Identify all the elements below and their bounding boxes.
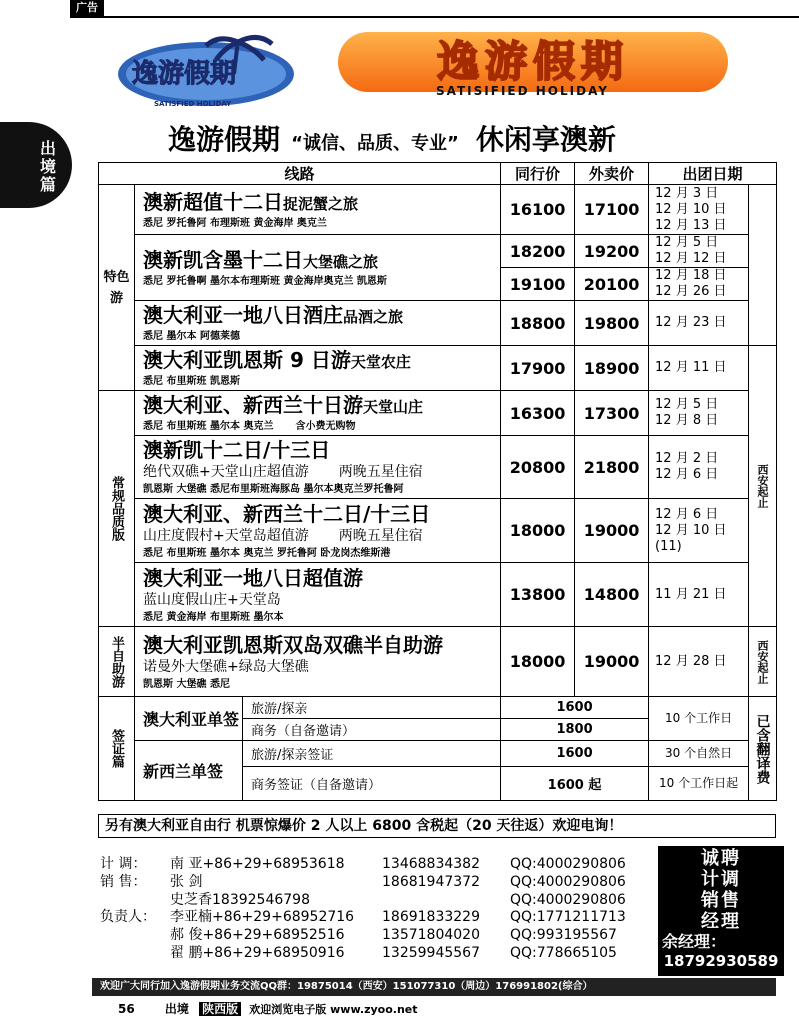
- retail-price: 19800: [575, 301, 649, 346]
- route-cell: [135, 301, 501, 346]
- route-name: 澳大利亚、新西兰十日游: [143, 393, 363, 417]
- contact-mobile: 18681947372: [382, 873, 480, 890]
- trade-price: 16100: [501, 185, 575, 235]
- date: 12 月 12 日: [655, 251, 727, 266]
- trade-price: 18200: [501, 235, 575, 268]
- date: (11): [655, 538, 682, 554]
- trade-price: 13800: [501, 563, 575, 627]
- contact-role: 负责人：: [100, 909, 156, 926]
- table-row: [99, 741, 777, 767]
- trade-price: 16300: [501, 391, 575, 436]
- date: 11 月 21 日: [655, 586, 727, 602]
- route-name: 澳大利亚、新西兰十二日/十三日: [143, 501, 431, 526]
- visa-processing-time: 30 个自然日: [649, 741, 749, 767]
- contact-person: 郝 俊+86+29+68952516: [170, 927, 345, 944]
- route-cell: [135, 499, 501, 563]
- route-name: 澳新凯含墨十二日: [143, 247, 303, 272]
- route-highlight: 诺曼外大堡礁+绿岛大堡礁: [143, 658, 309, 675]
- departure-dates: [649, 235, 749, 268]
- contact-person: 史芝香18392546798: [170, 891, 310, 908]
- footer-section: 出境: [164, 1002, 189, 1016]
- section-tab-char: 出: [40, 139, 57, 158]
- section-tab-char: 境: [40, 157, 57, 176]
- route-cities: 悉尼 罗托鲁啊 墨尔本布理斯班 黄金海岸奥克兰 凯恩斯: [143, 275, 387, 287]
- trade-price: 19100: [501, 268, 575, 301]
- contact-row: [100, 856, 660, 874]
- departure-dates: [649, 346, 749, 391]
- side-note-blank: [749, 185, 777, 346]
- hiring-line: 计调: [701, 869, 741, 890]
- table-row: [99, 301, 777, 346]
- section-tab-char: 篇: [40, 175, 57, 194]
- route-theme: 大堡礁之旅: [303, 252, 379, 271]
- trade-price: 18800: [501, 301, 575, 346]
- route-cell: [135, 391, 501, 436]
- trade-price: 18000: [501, 499, 575, 563]
- retail-price: 14800: [575, 563, 649, 627]
- departure-dates: [649, 301, 749, 346]
- contact-list: [100, 856, 660, 963]
- route-cities: 悉尼 布里斯班 墨尔本 奥克兰 罗托鲁阿 卧龙岗杰维斯港: [143, 547, 391, 559]
- visa-price: 1600: [501, 697, 649, 719]
- header-retail-price: 外卖价: [575, 163, 649, 185]
- category-visa: 签证篇: [99, 697, 135, 801]
- table-row: [99, 563, 777, 627]
- route-name: 澳新超值十二日: [143, 189, 283, 214]
- palm-island-logo: [114, 30, 312, 110]
- route-cities: 悉尼 墨尔本 阿德莱德: [143, 331, 240, 342]
- date: 12 月 23 日: [655, 315, 727, 330]
- retail-price: 19200: [575, 235, 649, 268]
- headline-main: 逸游假期: [168, 123, 281, 156]
- contact-mobile: 13571804020: [382, 927, 480, 944]
- date: 12 月 6 日: [655, 506, 719, 522]
- table-row: [99, 185, 777, 235]
- table-row: [99, 235, 777, 268]
- visa-processing-time: 10 个工作日起: [649, 767, 749, 801]
- retail-price: 19000: [575, 627, 649, 697]
- visa-country: 新西兰单签: [135, 741, 243, 801]
- contact-row: [100, 892, 660, 910]
- table-row: [99, 499, 777, 563]
- visa-price: 1600: [501, 741, 649, 767]
- logo-badge-caption: SATISFIED HOLIDAY: [154, 100, 232, 108]
- route-highlight: 蓝山度假山庄+天堂岛: [143, 591, 281, 608]
- table-row: [99, 627, 777, 697]
- visa-processing-time: 10 个工作日: [649, 697, 749, 741]
- hiring-line: 经理: [701, 911, 741, 932]
- contact-row: [100, 945, 660, 963]
- contact-person: 李亚楠+86+29+68952716: [170, 909, 355, 926]
- route-cell: [135, 436, 501, 499]
- date: 12 月 6 日: [655, 467, 719, 482]
- headline-tail: 休闲享澳新: [475, 123, 616, 156]
- page-number: 56: [118, 1002, 135, 1016]
- side-note-xian: 西安起止: [749, 346, 777, 627]
- date: 12 月 18 日: [655, 268, 727, 283]
- visa-type: 旅游/探亲签证: [243, 741, 501, 767]
- departure-dates: [649, 499, 749, 563]
- category-special: 特色游: [99, 185, 135, 391]
- visa-price: 1600 起: [501, 767, 649, 801]
- route-highlight: 绝代双礁+天堂山庄超值游: [143, 464, 309, 480]
- routes-table: [98, 162, 777, 801]
- hiring-box: [658, 846, 784, 976]
- category-regular: 常规品质版: [99, 391, 135, 627]
- date: 12 月 28 日: [655, 653, 727, 669]
- category-semi: 半自助游: [99, 627, 135, 697]
- brand-wordmark: 逸游假期: [338, 32, 728, 92]
- route-name: 澳大利亚一地八日酒庄: [143, 303, 343, 327]
- retail-price: 19000: [575, 499, 649, 563]
- retail-price: 17300: [575, 391, 649, 436]
- date: 12 月 3 日: [655, 185, 719, 201]
- header-trade-price: 同行价: [501, 163, 575, 185]
- headline: [168, 118, 728, 158]
- visa-type: 旅游/探亲: [243, 697, 501, 719]
- date: 12 月 26 日: [655, 284, 727, 299]
- contact-qq: QQ:4000290806: [510, 856, 626, 872]
- route-cities: 凯恩斯 大堡礁 悉尼: [143, 678, 230, 690]
- top-rule: [70, 16, 799, 18]
- contact-mobile: 18691833229: [382, 909, 480, 926]
- logo-badge-text: 逸游假期: [132, 59, 237, 89]
- departure-dates: [649, 563, 749, 627]
- contact-qq: QQ:4000290806: [510, 891, 626, 908]
- brand-logo-area: [106, 26, 796, 110]
- route-cell: [135, 185, 501, 235]
- date: 12 月 13 日: [655, 217, 727, 233]
- date: 12 月 8 日: [655, 413, 719, 428]
- retail-price: 20100: [575, 268, 649, 301]
- visa-type: 商务签证（自备邀请）: [243, 767, 501, 801]
- visa-price: 1800: [501, 719, 649, 741]
- route-name: 澳大利亚凯恩斯双岛双礁: [143, 632, 363, 657]
- date: 12 月 11 日: [655, 360, 727, 375]
- contact-row: [100, 927, 660, 945]
- hiring-manager: 余经理：: [662, 932, 727, 951]
- departure-dates: [649, 627, 749, 697]
- headline-slogan: “诚信、品质、专业”: [291, 133, 459, 154]
- footer-edition: 陕西版: [199, 1002, 241, 1016]
- brand-subtitle: SATISIFIED HOLIDAY: [436, 84, 609, 98]
- retail-price: 17100: [575, 185, 649, 235]
- contact-row: [100, 909, 660, 927]
- contact-qq: QQ:993195567: [510, 927, 617, 944]
- date: 12 月 10 日: [655, 522, 727, 538]
- date: 12 月 5 日: [655, 235, 719, 250]
- hiring-phone: 18792930589: [663, 952, 779, 970]
- date: 12 月 10 日: [655, 201, 727, 217]
- retail-price: 18900: [575, 346, 649, 391]
- table-row: [99, 436, 777, 499]
- qq-group-bar: 欢迎广大同行加入逸游假期业务交流QQ群：19875014（西安）151077310（周边）176991802(综合）: [92, 978, 776, 996]
- footer-website: 欢迎浏览电子版 www.zyoo.net: [249, 1003, 418, 1016]
- contact-qq: QQ:1771211713: [510, 909, 626, 926]
- departure-dates: [649, 268, 749, 301]
- route-hotel: 两晚五星住宿: [338, 464, 423, 480]
- route-name: 澳大利亚一地八日: [143, 565, 303, 590]
- table-header-row: [99, 163, 777, 185]
- route-cities: 悉尼 黄金海岸 布里斯班 墨尔本: [143, 611, 284, 623]
- hiring-line: 诚聘: [701, 848, 741, 869]
- contact-row: [100, 874, 660, 892]
- contact-person: 南 亚+86+29+68953618: [170, 856, 345, 872]
- route-theme: 品酒之旅: [343, 308, 404, 326]
- hiring-line: 销售: [701, 890, 741, 911]
- table-row: [99, 391, 777, 436]
- contact-person: 张 剑: [170, 873, 203, 890]
- trade-price: 20800: [501, 436, 575, 499]
- header-departure: 出团日期: [649, 163, 777, 185]
- contact-role: 计 调：: [100, 856, 147, 872]
- departure-dates: [649, 185, 749, 235]
- section-tab: [0, 122, 72, 208]
- route-theme: 半自助游: [363, 632, 443, 657]
- retail-price: 21800: [575, 436, 649, 499]
- route-cities: 凯恩斯 大堡礁 悉尼布里斯班海豚岛 墨尔本奥克兰罗托鲁阿: [143, 484, 404, 495]
- route-cities: 悉尼 罗托鲁阿 布理斯班 黄金海岸 奥克兰: [143, 217, 327, 229]
- route-cell: [135, 563, 501, 627]
- date: 12 月 5 日: [655, 397, 719, 412]
- route-cities: 悉尼 布里斯班 墨尔本 奥克兰: [143, 421, 274, 432]
- route-cell: [135, 346, 501, 391]
- side-note-xian: 西安起止: [749, 627, 777, 697]
- contact-qq: QQ:778665105: [510, 944, 617, 961]
- route-theme: 超值游: [303, 565, 363, 590]
- contact-role: 销 售：: [100, 873, 147, 890]
- route-cell: [135, 627, 501, 697]
- contact-person: 翟 鹏+86+29+68950916: [170, 944, 345, 961]
- free-travel-offer: 另有澳大利亚自由行 机票惊爆价 2 人以上 6800 含税起（20 天往返）欢迎电询！: [98, 814, 776, 838]
- page-footer: [118, 1000, 418, 1017]
- date: 12 月 2 日: [655, 451, 719, 466]
- route-cell: [135, 235, 501, 301]
- route-theme: 天堂山庄: [363, 398, 424, 416]
- route-theme: 天堂农庄: [350, 353, 411, 371]
- route-name: 澳大利亚凯恩斯 9 日游: [143, 348, 351, 372]
- contact-qq: QQ:4000290806: [510, 873, 626, 890]
- side-note-visa-fee: 已含翻译费: [749, 697, 777, 801]
- departure-dates: [649, 391, 749, 436]
- route-note: 含小费无购物: [295, 421, 356, 432]
- contact-mobile: 13468834382: [382, 856, 480, 872]
- contact-mobile: 13259945567: [382, 944, 480, 961]
- header-route: 线路: [99, 163, 501, 185]
- table-row: [99, 346, 777, 391]
- ad-label: 广告: [70, 0, 104, 16]
- trade-price: 17900: [501, 346, 575, 391]
- trade-price: 18000: [501, 627, 575, 697]
- route-name: 澳新凯十二日/十三日: [143, 438, 331, 462]
- route-highlight: 山庄度假村+天堂岛超值游: [143, 527, 309, 544]
- route-theme: 捉泥蟹之旅: [283, 194, 359, 213]
- route-hotel: 两晚五星住宿: [338, 527, 423, 544]
- route-cities: 悉尼 布里斯班 凯恩斯: [143, 376, 240, 387]
- departure-dates: [649, 436, 749, 499]
- visa-type: 商务（自备邀请）: [243, 719, 501, 741]
- visa-country: 澳大利亚单签: [135, 697, 243, 741]
- table-row: [99, 697, 777, 719]
